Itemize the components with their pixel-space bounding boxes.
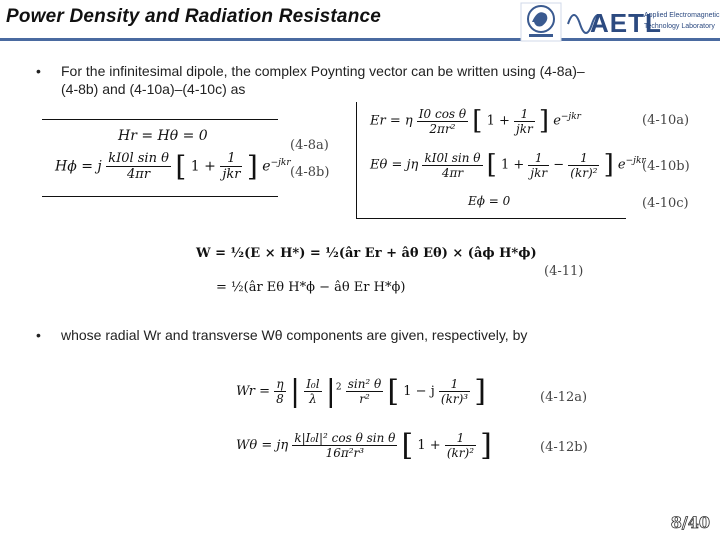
inner-fraction-denominator: (kr)² — [570, 165, 598, 180]
frac-numerator: η — [274, 377, 286, 392]
equation-4-11-line-2-text: = ½(âr Eθ H*ϕ − âθ Er H*ϕ) — [216, 280, 406, 295]
page-number: 8/40 — [670, 513, 710, 532]
equation-4-8b-lhs: Hϕ = j — [55, 158, 102, 175]
eq-one-plus: 1 + — [417, 438, 441, 453]
bullet-intro — [36, 62, 696, 98]
eq-bracket-close: ] — [538, 106, 550, 136]
equation-4-10b-lhs: Eθ = jη — [370, 157, 419, 173]
equation-4-12a-number: (4-12a) — [540, 390, 588, 405]
frac-denominator: (kr)³ — [440, 392, 469, 406]
bullet-marker: • — [36, 63, 41, 79]
equation-4-12b — [236, 428, 492, 463]
equation-4-8b-bracket-close: ] — [246, 150, 258, 183]
frac-numerator: sin² θ — [347, 377, 382, 391]
inner-fraction-denominator: jkr — [530, 165, 548, 180]
eq-inner-fraction-1 — [528, 151, 549, 180]
eq-exp-base: e — [553, 113, 561, 129]
equation-4-8b-one: 1 + — [190, 158, 216, 175]
frac-denominator: 16π²r³ — [325, 446, 365, 460]
equation-4-8b-bracket: [ — [175, 150, 187, 183]
university-logo — [520, 2, 562, 42]
eq-one-plus: 1 + — [486, 113, 510, 129]
inner-fraction-numerator: 1 — [528, 151, 549, 166]
equation-4-10b-fraction — [422, 151, 482, 180]
equation-4-10a-fraction — [417, 107, 468, 136]
frac-denominator: r² — [359, 392, 370, 406]
eq-frac-cos-sin — [292, 431, 397, 460]
aetl-logo-text: AETL — [590, 8, 662, 38]
equation-4-10a-lhs: Er = η — [370, 113, 413, 129]
equation-4-11-line-2 — [216, 280, 405, 295]
equation-4-8a — [118, 128, 208, 144]
equation-4-10a-numerator: I0 cos θ — [418, 106, 467, 121]
inner-fraction-denominator: jkr — [516, 121, 533, 136]
inner-fraction-numerator: 1 — [568, 151, 599, 166]
eq-bracket: [ — [387, 374, 400, 409]
eq-inner-fraction — [514, 107, 535, 136]
inner-fraction-denominator: jkr — [222, 167, 241, 182]
equation-4-10c — [468, 194, 510, 208]
eq-bracket: [ — [472, 106, 483, 136]
eq-frac-sin2 — [346, 377, 384, 406]
eq-frac-current-lambda — [304, 377, 321, 406]
bullet-marker: • — [36, 327, 41, 343]
equation-4-8b-inner-fraction — [220, 151, 242, 182]
equation-4-8a-text: Hr = Hθ = 0 — [118, 128, 208, 144]
equation-4-12b-lhs: Wθ = jη — [236, 438, 289, 453]
bullet-intro-line-2: (4-8b) and (4-10a)–(4-10c) as — [61, 81, 246, 97]
eq-bracket-close: ] — [474, 374, 486, 409]
frac-denominator: λ — [309, 392, 317, 406]
eq-abs-bar: | — [289, 374, 301, 409]
equation-4-10b-number: (4-10b) — [642, 159, 690, 174]
aetl-logo-subtitle-1: Applied Electromagnetic — [644, 12, 720, 19]
eq-one-plus: 1 + — [500, 157, 525, 173]
equation-4-8b-fraction — [106, 151, 171, 182]
equation-4-10c-number: (4-10c) — [642, 196, 689, 211]
frac-denominator: 8 — [276, 392, 284, 406]
eq-frac-kr2 — [445, 431, 476, 460]
eq-bracket: [ — [401, 428, 414, 463]
eq-bracket: [ — [486, 150, 497, 180]
page-title: Power Density and Radiation Resistance — [6, 6, 382, 27]
eq-frac-kr3 — [439, 377, 470, 406]
equation-4-11-line-1 — [196, 246, 537, 261]
equation-4-8b-number: (4-8b) — [290, 165, 330, 180]
frac-denominator: (kr)² — [446, 446, 475, 460]
eq-abs-bar-close: | — [325, 374, 336, 409]
equation-4-12a-lhs: Wr = — [236, 384, 275, 399]
equation-4-10b-denominator: 4πr — [441, 165, 464, 180]
equation-4-10a-denominator: 2πr² — [429, 121, 456, 136]
equation-4-12a — [236, 374, 486, 409]
eq-one-minus: 1 − j — [403, 384, 435, 399]
equation-4-8b-denominator: 4πr — [127, 167, 151, 182]
equation-4-10b-exponent: −jkr — [625, 156, 646, 167]
equation-4-8b-exponent: −jkr — [270, 157, 291, 168]
equation-4-10b-numerator: kI0l sin θ — [424, 150, 481, 165]
equation-4-10a-number: (4-10a) — [642, 113, 690, 128]
equation-4-10a-exponent: −jkr — [560, 112, 581, 123]
frac-numerator: 1 — [439, 377, 470, 392]
eq-bracket-close: ] — [603, 150, 614, 180]
equation-4-8b-exp-base: e — [262, 158, 271, 175]
equation-4-8b-numerator: kI0l sin θ — [108, 151, 169, 166]
equation-4-10a — [370, 106, 581, 136]
aetl-logo-subtitle-2: Technology Laboratory — [644, 23, 715, 30]
frac-numerator: I₀l — [306, 377, 320, 391]
eq-inner-fraction-2 — [568, 151, 599, 180]
equation-4-8b — [55, 150, 291, 183]
equation-4-10c-text: Eϕ = 0 — [468, 194, 511, 208]
bullet-components-text: whose radial Wr and transverse Wθ components are given, respectively, by — [61, 327, 528, 343]
eq-square: 2 — [335, 382, 342, 393]
inner-fraction-numerator: 1 — [220, 151, 242, 167]
eq-frac-eta-8 — [274, 377, 286, 406]
aetl-logo — [566, 2, 720, 42]
inner-fraction-numerator: 1 — [514, 107, 535, 122]
eq-minus: − — [553, 157, 565, 173]
bullet-intro-line-1: For the infinitesimal dipole, the complex Poynting vector can be written using (4-8a)– — [61, 63, 585, 79]
equation-4-10b — [370, 150, 646, 180]
frac-numerator: k|I₀l|² cos θ sin θ — [294, 431, 396, 445]
equation-4-11-number: (4-11) — [544, 264, 584, 279]
eq-box-left-bottom-rule — [42, 196, 278, 197]
equation-4-12b-number: (4-12b) — [540, 440, 588, 455]
eq-bracket-close: ] — [480, 428, 492, 463]
bullet-components — [36, 326, 696, 344]
eq-exp-base: e — [617, 157, 626, 173]
frac-numerator: 1 — [445, 431, 476, 446]
eq-box-right-left-rule — [356, 102, 357, 218]
equation-4-11-line-1-text: W = ½(E × H*) = ½(âr Er + âθ Eθ) × (âϕ H*ϕ) — [196, 246, 537, 261]
eq-box-left-top-rule — [42, 119, 278, 120]
eq-box-right-bottom-rule — [356, 218, 626, 219]
equation-4-8a-number: (4-8a) — [290, 138, 329, 153]
